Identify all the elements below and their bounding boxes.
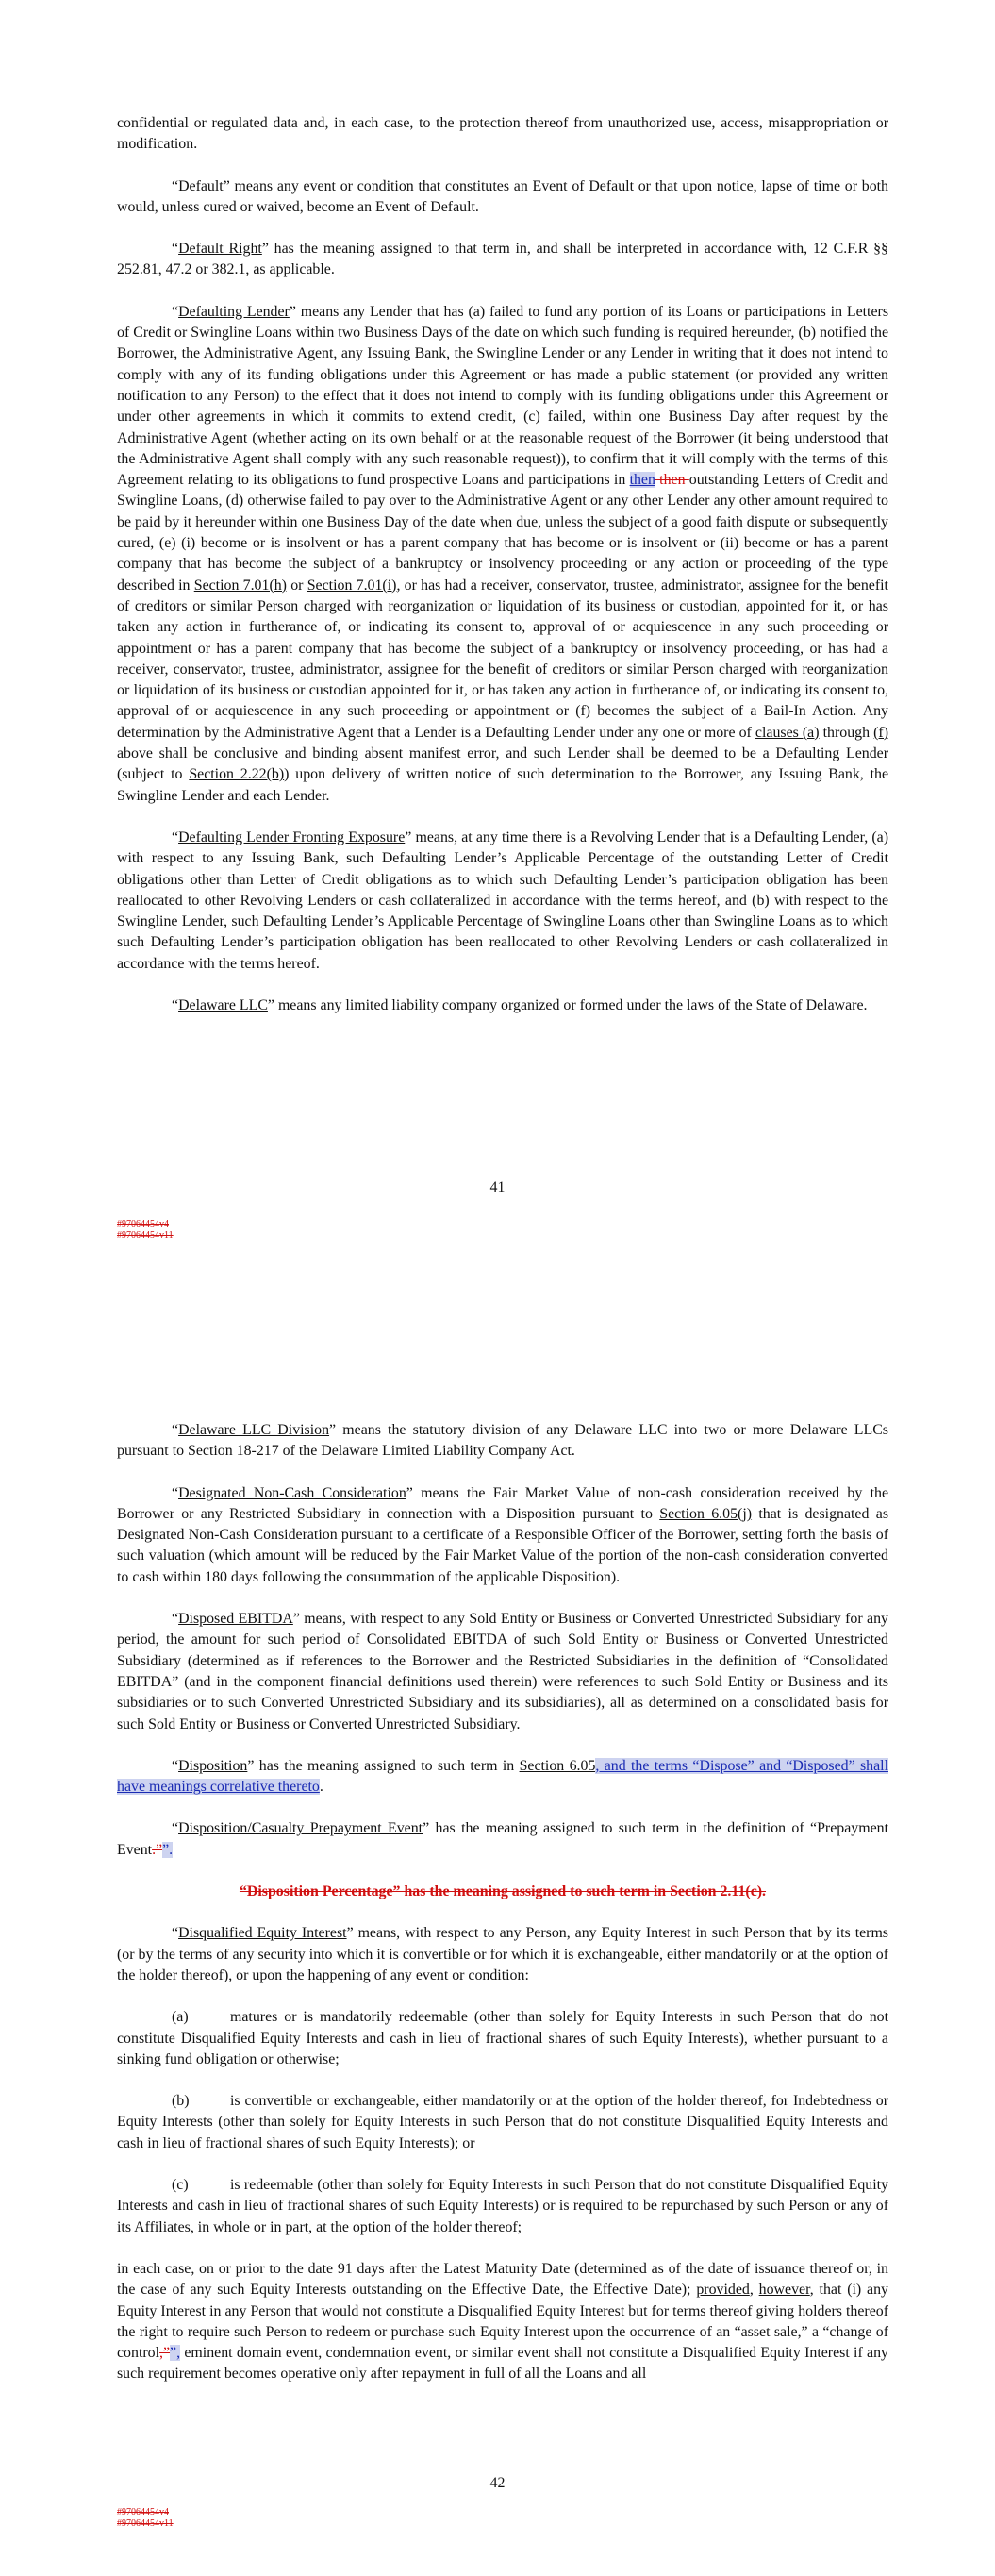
defined-term: Designated Non-Cash Consideration	[178, 1484, 406, 1501]
defined-term: Disqualified Equity Interest	[178, 1925, 347, 1942]
deleted-text: ,”	[159, 2345, 171, 2362]
inserted-text: ”.	[162, 1841, 174, 1858]
defined-term: Delaware LLC Division	[178, 1422, 330, 1438]
defined-term: Delaware LLC	[178, 996, 268, 1013]
section-reference: Section 2.22(b)	[189, 766, 285, 783]
section-reference: Section 7.01(i)	[307, 577, 397, 594]
page-body	[117, 1420, 888, 2385]
list-item-c: (c) is redeemable (other than solely for Equity Interests in such Person that do not constitute Disqualified Equity Interests and cash in lieu of fractional shares of such Equity Interests) or is required to be repurchased by such Person or any of its Affiliates, in whole or in part, at the option of the holder thereof;	[117, 2177, 888, 2235]
list-label: (b)	[172, 2093, 190, 2110]
page-number: 42	[489, 2475, 506, 2491]
document-page-42	[0, 1316, 995, 2576]
deleted-text: .”	[152, 1841, 163, 1858]
deleted-definition-disposition-percentage	[117, 1882, 888, 1902]
inserted-text: ”,	[170, 2345, 181, 2362]
definition-disposition: “Disposition” has the meaning assigned to such term in Section 6.05, and the terms “Dispose” and “Disposed” shall have meanings correlative thereto.	[117, 1757, 888, 1796]
defined-term: Disposition/Casualty Prepayment Event	[178, 1820, 423, 1837]
section-reference: Section 7.01(h)	[193, 577, 287, 594]
clause-reference: clauses (a)	[755, 724, 820, 741]
defined-term: Defaulting Lender Fronting Exposure	[178, 828, 406, 845]
closing-paragraph: in each case, on or prior to the date 91 days after the Latest Maturity Date (determined as of the date of issuance thereof or, in the case of any such Equity Interests outstanding on the Effective Date, the Effective Date); provided, however, that (i) any Equity Interest in any Person that would not constitute a Disqualified Equity Interest but for terms thereof giving holders thereof the right to require such Person to redeem or purchase such Equity Interest upon the occurrence of an “asset sale,” a “change of control,””, eminent domain event, condemnation event, or similar event shall not constitute a Disqualified Equity Interest if any such requirement becomes operative only after repayment in full of all the Loans and all	[117, 2260, 889, 2383]
footer-doc-id: #97064454v4 #97064454v11	[117, 2507, 174, 2529]
definition-disqualified-equity: “Disqualified Equity Interest” means, with respect to any Person, any Equity Interest in such Person that by its terms (or by the terms of any security into which it is convertible or for which it is exchangeable, either mandatorily or at the option of the holder thereof), or upon the happening of any event or condition:	[117, 1925, 888, 1983]
definition-designated-non-cash: “Designated Non-Cash Consideration” means the Fair Market Value of non-cash consideration received by the Borrower or any Restricted Subsidiary in connection with a Disposition pursuant to Section 6.05(j) that is designated as Designated Non-Cash Consideration pursuant to a certificate of a Responsible Officer of the Borrower, setting forth the basis of such valuation (which amount will be reduced by the Fair Market Value of the portion of the non-cash consideration converted to cash within 180 days following the consummation of the applicable Disposition).	[117, 1484, 888, 1585]
list-item-a: (a) matures or is mandatorily redeemable (other than solely for Equity Interests in such Person that do not constitute Disqualified Equity Interests and cash in lieu of fractional shares of such Equity Interests), whether pursuant to a sinking fund obligation or otherwise;	[117, 2009, 888, 2067]
defined-term: Defaulting Lender	[178, 303, 290, 320]
defined-term: Default	[178, 177, 224, 194]
definition-delaware-llc-division: “Delaware LLC Division” means the statutory division of any Delaware LLC into two or more Delaware LLCs pursuant to Section 18-217 of the Delaware Limited Liability Company Act.	[117, 1422, 888, 1460]
definition-fronting-exposure: “Defaulting Lender Fronting Exposure” means, at any time there is a Revolving Lender that is a Defaulting Lender, (a) with respect to any Issuing Bank, such Defaulting Lender’s Applicable Percentage of the outstanding Letter of Credit obligations other than Letter of Credit obligations as to which such Defaulting Lender’s participation obligation has been reallocated to other Revolving Lenders or cash collateralized in accordance with the terms hereof, and (b) with respect to the Swingline Lender, such Defaulting Lender’s Applicable Percentage of Swingline Loans other than Swingline Loans as to which such Defaulting Lender’s participation obligation has been reallocated to other Revolving Lenders or cash collateralized in accordance with the terms hereof.	[117, 828, 888, 972]
page-body	[117, 113, 888, 1016]
defined-term: Default Right	[178, 241, 262, 258]
inserted-text: , and the terms “Dispose” and “Disposed” shall have meanings correlative thereto	[117, 1757, 888, 1796]
definition-default: “Default” means any event or condition that constitutes an Event of Default or that upon notice, lapse of time or both would, unless cured or waived, become an Event of Default.	[117, 177, 888, 215]
list-item-b: (b) is convertible or exchangeable, either mandatorily or at the option of the holder thereof, for Indebtedness or Equity Interests (other than solely for Equity Interests in such Person that do not constitute Disqualified Equity Interests and cash in lieu of fractional shares of such Equity Interests); or	[117, 2093, 888, 2151]
deleted-text: then	[655, 472, 689, 489]
footer-doc-id: #97064454v4 #97064454v11	[117, 1219, 174, 1241]
definition-defaulting-lender: “Defaulting Lender” means any Lender that has (a) failed to fund any portion of its Loans or participations in Letters of Credit or Swingline Loans within two Business Days of the date on which such funding is required hereunder, (b) notified the Borrower, the Administrative Agent, any Issuing Bank, the Swingline Lender or any Lender in writing that it does not intend to comply with any of its funding obligations under this Agreement or has made a public statement (or provided any written notification to any Person) to the effect that it does not intend to comply with its funding obligations under this Agreement or under other agreements in which it commits to extend credit, (c) failed, within one Business Day after request by the Administrative Agent (whether acting on its own behalf or at the reasonable request of the Borrower (it being understood that the Administrative Agent shall comply with any such reasonable request)), to confirm that it will comply with the terms of this Agreement relating to its obligations to fund prospective Loans and participations in then then outstanding Letters of Credit and Swingline Loans, (d) otherwise failed to pay over to the Administrative Agent or any other Lender any other amount required to be paid by it hereunder within one Business Day of the date when due, unless the subject of a good faith dispute or subsequently cured, (e) (i) become or is insolvent or has a parent company that has become or is insolvent or (ii) become or has a parent company that has become the subject of a bankruptcy or insolvency proceeding or any action or proceeding of the type described in Section 7.01(h) or Section 7.01(i), or has had a receiver, conservator, trustee, administrator, assignee for the benefit of creditors or similar Person charged with reorganization or liquidation of its business or custodian, appointed for it, or has taken any action in furtherance of, or indicating its consent to, approval of or acquiescence in any such proceeding or appointment or has a parent company that has become the subject of a bankruptcy or insolvency proceeding, or has had a receiver, conservator, trustee, administrator, assignee for the benefit of creditors or similar Person charged with reorganization or liquidation of its business or custodian appointed for it, or has taken any action in furtherance of, or indicating its consent to, approval of or acquiescence in any such proceeding or appointment or (f) becomes the subject of a Bail-In Action. Any determination by the Administrative Agent that a Lender is a Defaulting Lender under any one or more of clauses (a) through (f) above shall be conclusive and binding absent manifest error, and such Lender shall be deemed to be a Defaulting Lender (subject to Section 2.22(b)) upon delivery of written notice of such determination to the Borrower, any Issuing Bank, the Swingline Lender and each Lender.	[117, 303, 889, 804]
section-reference: Section 6.05(j)	[659, 1505, 753, 1522]
emphasis-provided: provided	[696, 2282, 750, 2299]
page-number: 41	[489, 1179, 506, 1196]
clause-reference: (f)	[873, 724, 888, 741]
list-label: (c)	[172, 2177, 189, 2194]
deleted-text: “Disposition Percentage” has the meaning assigned to such term in Section 2.11(c).	[239, 1883, 767, 1900]
defined-term: Disposed EBITDA	[178, 1611, 293, 1628]
definition-disposed-ebitda: “Disposed EBITDA” means, with respect to any Sold Entity or Business or Converted Unrestricted Subsidiary for any period, the amount for such period of Consolidated EBITDA of such Sold Entity or Business or Converted Unrestricted Subsidiary (determined as if references to the Borrower and the Restricted Subsidiaries in the definition of “Consolidated EBITDA” (and in the component financial definitions used therein) were references to such Sold Entity or Business and its subsidiaries or to such Converted Unrestricted Subsidiary and its subsidiaries), all as determined on a consolidated basis for such Sold Entity or Business or Converted Unrestricted Subsidiary.	[117, 1611, 888, 1732]
emphasis-however: however	[758, 2282, 810, 2299]
definition-default-right: “Default Right” has the meaning assigned to that term in, and shall be interpreted in accordance with, 12 C.F.R §§ 252.81, 47.2 or 382.1, as applicable.	[117, 241, 888, 278]
definition-delaware-llc: “Delaware LLC” means any limited liability company organized or formed under the laws of the State of Delaware.	[172, 996, 868, 1013]
inserted-text: then	[629, 472, 655, 489]
section-reference: Section 6.05	[519, 1757, 596, 1774]
list-label: (a)	[172, 2009, 189, 2026]
definition-casualty-prepayment: “Disposition/Casualty Prepayment Event” has the meaning assigned to such term in the definition of “Prepayment Event.””.	[117, 1820, 888, 1858]
paragraph-continuation: confidential or regulated data and, in each case, to the protection thereof from unauthorized use, access, misappropriation or modification.	[117, 115, 888, 153]
defined-term: Disposition	[178, 1757, 248, 1774]
